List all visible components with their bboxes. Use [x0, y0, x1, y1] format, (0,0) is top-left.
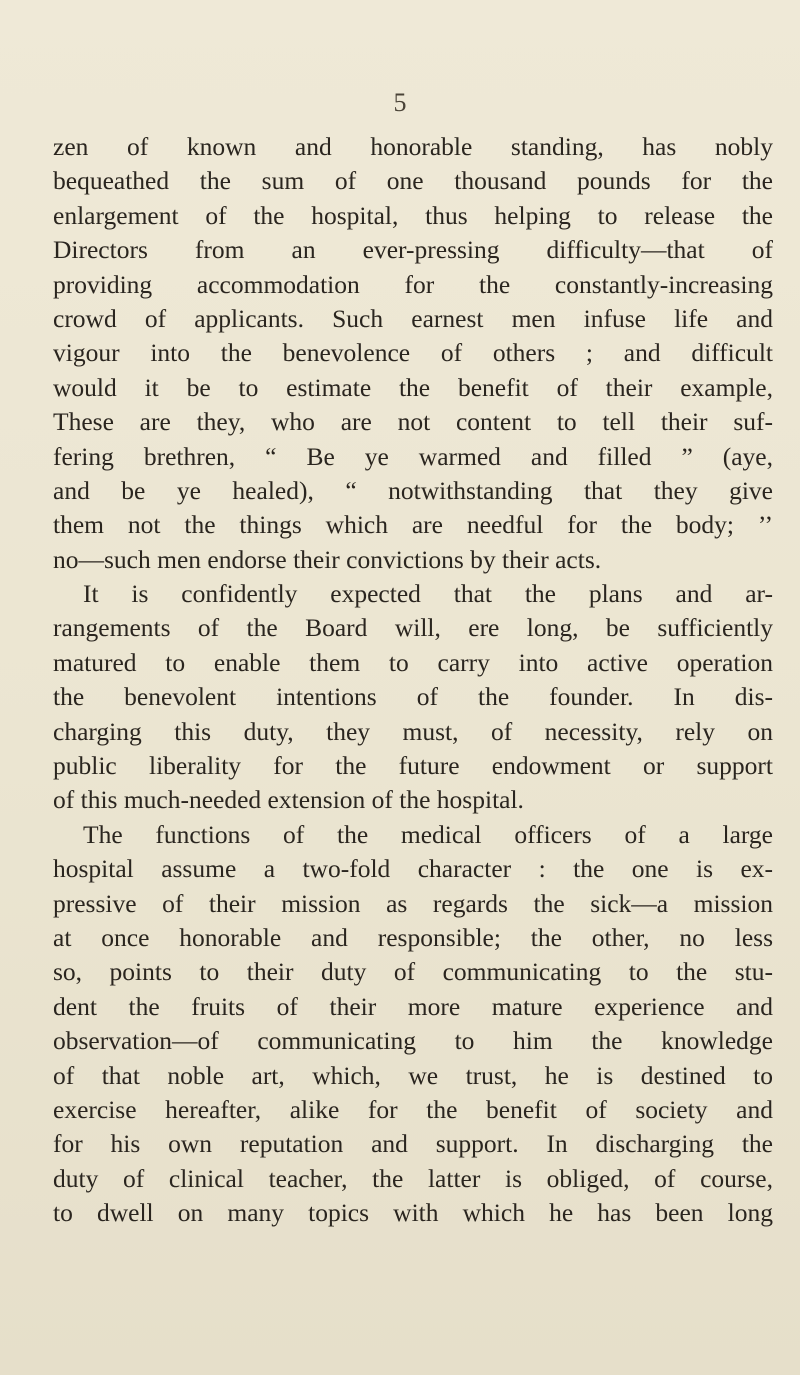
text-line: of this much-needed extension of the hospital. [53, 785, 524, 815]
text-line: enlargement of the hospital, thus helping to release the [53, 200, 773, 230]
text-line: exercise hereafter, alike for the benefit of society and [53, 1094, 773, 1124]
text-line: The functions of the medical officers of a large [83, 819, 773, 849]
text-line: and be ye healed), “ notwithstanding that they give [53, 475, 773, 505]
text-line: so, points to their duty of communicating to the stu- [53, 957, 773, 987]
text-line: bequeathed the sum of one thousand pounds for the [53, 166, 773, 196]
text-line: It is confidently expected that the plans and ar- [83, 579, 773, 609]
text-line: no—such men endorse their convictions by their acts. [53, 544, 602, 574]
body-text [53, 130, 773, 1231]
text-line: for his own reputation and support. In discharging the [53, 1129, 773, 1159]
text-line: at once honorable and responsible; the other, no less [53, 922, 773, 952]
text-line: the benevolent intentions of the founder. In dis- [53, 682, 773, 712]
text-line: of that noble art, which, we trust, he is destined to [53, 1060, 773, 1090]
text-line: vigour into the benevolence of others ; and difficult [53, 338, 773, 368]
text-line: hospital assume a two-fold character : the one is ex- [53, 854, 773, 884]
page-number: 5 [393, 88, 407, 117]
text-line: pressive of their mission as regards the sick—a mission [53, 888, 773, 918]
text-line: These are they, who are not content to tell their suf- [53, 407, 773, 437]
text-line: matured to enable them to carry into active operation [53, 647, 773, 677]
text-line: public liberality for the future endowment or support [53, 751, 773, 781]
text-line: fering brethren, “ Be ye warmed and filled ” (aye, [53, 441, 773, 471]
text-line: charging this duty, they must, of necessity, rely on [53, 716, 773, 746]
text-line: them not the things which are needful for the body; ’’ [53, 510, 773, 540]
text-line: providing accommodation for the constantly-increasing [53, 269, 773, 299]
text-line: crowd of applicants. Such earnest men infuse life and [53, 303, 773, 333]
text-line: to dwell on many topics with which he has been long [53, 1198, 773, 1228]
text-line: would it be to estimate the benefit of their example, [53, 372, 773, 402]
text-line: observation—of communicating to him the knowledge [53, 1026, 773, 1056]
text-line: zen of known and honorable standing, has nobly [53, 132, 773, 161]
text-line: Directors from an ever-pressing difficulty—that of [53, 235, 773, 265]
text-line: duty of clinical teacher, the latter is obliged, of course, [53, 1163, 773, 1193]
text-line: dent the fruits of their more mature experience and [53, 991, 773, 1021]
text-line: rangements of the Board will, ere long, be sufficiently [53, 613, 773, 643]
